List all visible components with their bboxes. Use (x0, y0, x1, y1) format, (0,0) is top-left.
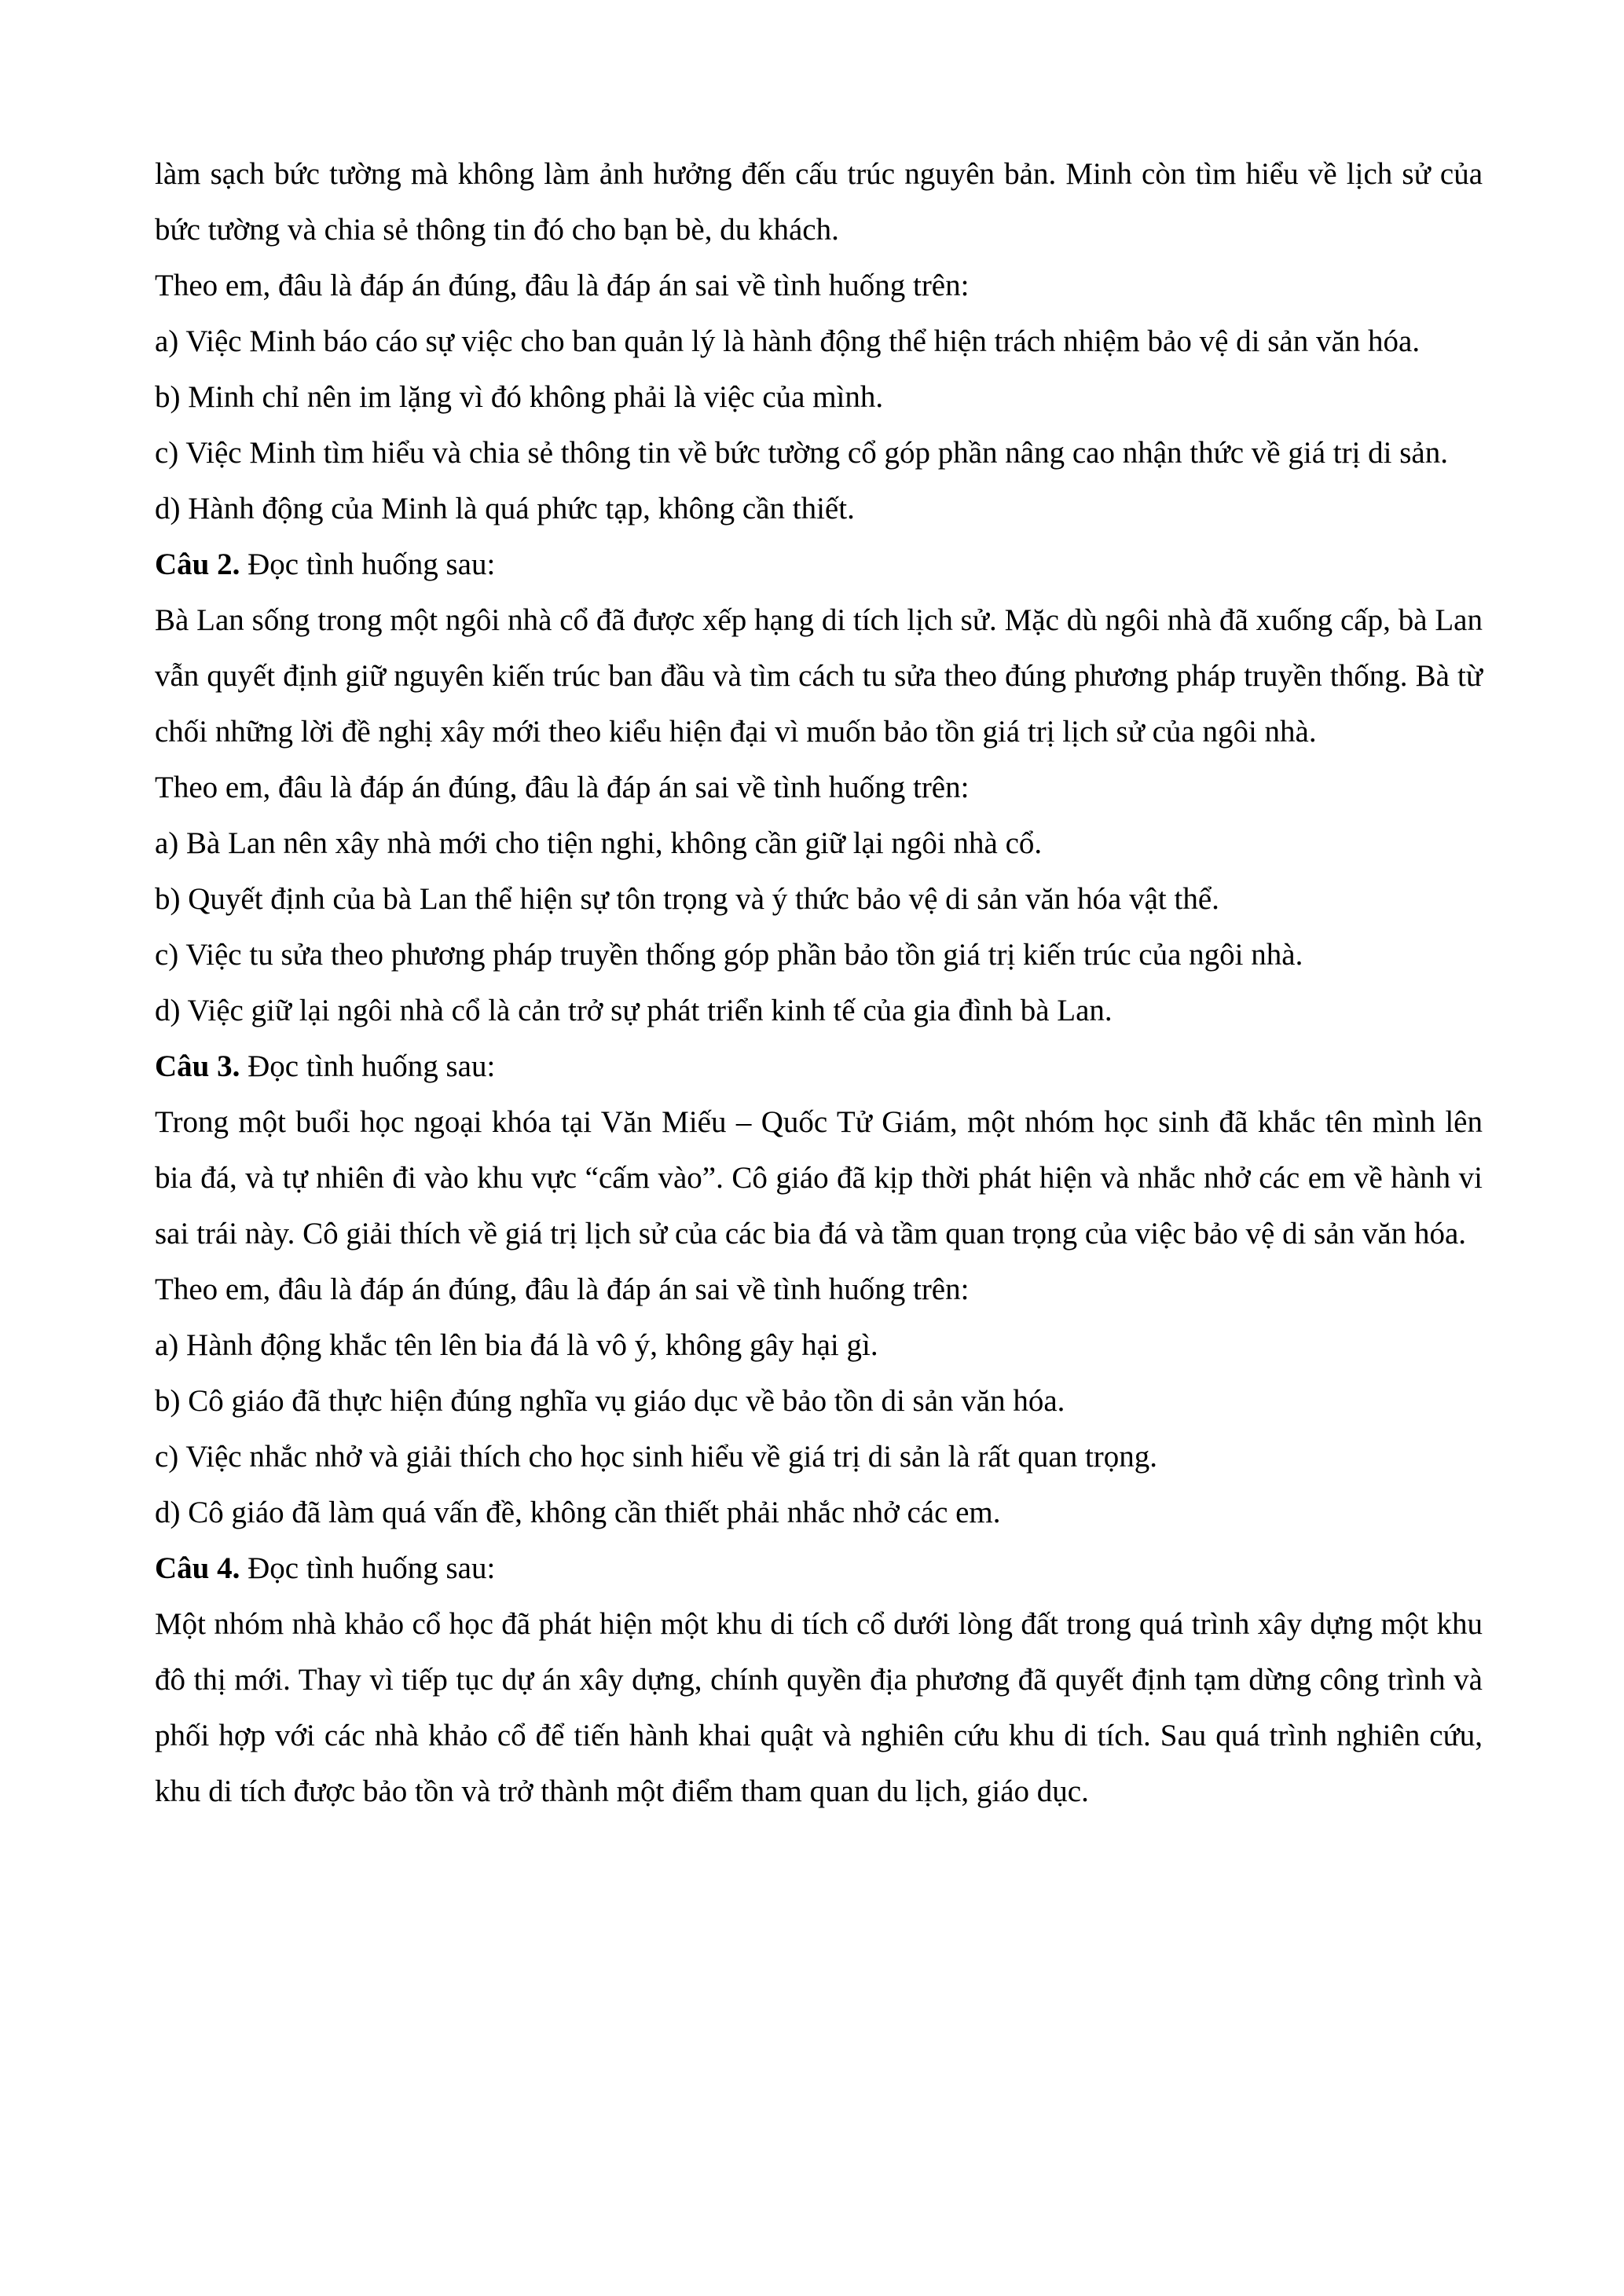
question-4-heading (155, 1540, 1483, 1596)
question-3-option-c: c) Việc nhắc nhở và giải thích cho học sinh hiểu về giá trị di sản là rất quan trọng. (155, 1440, 1158, 1474)
question-4-label: Câu 4. (155, 1551, 240, 1585)
question-2-prompt: Theo em, đâu là đáp án đúng, đâu là đáp án sai về tình huống trên: (155, 771, 970, 804)
intro-option-d: d) Hành động của Minh là quá phức tạp, không cần thiết. (155, 492, 855, 525)
question-4-heading-text: Đọc tình huống sau: (240, 1551, 496, 1585)
intro-option-b: b) Minh chỉ nên im lặng vì đó không phải là việc của mình. (155, 380, 884, 414)
question-3-option-b: b) Cô giáo đã thực hiện đúng nghĩa vụ giáo dục về bảo tồn di sản văn hóa. (155, 1384, 1065, 1418)
intro-prompt: Theo em, đâu là đáp án đúng, đâu là đáp án sai về tình huống trên: (155, 269, 970, 302)
intro-option-c: c) Việc Minh tìm hiểu và chia sẻ thông tin về bức tường cổ góp phần nâng cao nhận thức về giá trị di sản. (155, 436, 1448, 470)
question-3-option-a: a) Hành động khắc tên lên bia đá là vô ý, không gây hại gì. (155, 1328, 878, 1362)
question-2-label: Câu 2. (155, 547, 240, 581)
intro-scenario-continuation: làm sạch bức tường mà không làm ảnh hưởng đến cấu trúc nguyên bản. Minh còn tìm hiểu về lịch sử của bức tường và chia sẻ thông tin đó cho bạn bè, du khách. (155, 157, 1483, 247)
question-3-label: Câu 3. (155, 1049, 240, 1083)
question-3-scenario: Trong một buổi học ngoại khóa tại Văn Miếu – Quốc Tử Giám, một nhóm học sinh đã khắc tên mình lên bia đá, và tự nhiên đi vào khu vực “cấm vào”. Cô giáo đã kịp thời phát hiện và nhắc nhở các em về hành vi sai trái này. Cô giải thích về giá trị lịch sử của các bia đá và tầm quan trọng của việc bảo vệ di sản văn hóa. (155, 1105, 1483, 1251)
document-body (155, 146, 1483, 1819)
question-4-scenario: Một nhóm nhà khảo cổ học đã phát hiện một khu di tích cổ dưới lòng đất trong quá trình xây dựng một khu đô thị mới. Thay vì tiếp tục dự án xây dựng, chính quyền địa phương đã quyết định tạm dừng công trình và phối hợp với các nhà khảo cổ để tiến hành khai quật và nghiên cứu khu di tích. Sau quá trình nghiên cứu, khu di tích được bảo tồn và trở thành một điểm tham quan du lịch, giáo dục. (155, 1607, 1483, 1808)
intro-option-a: a) Việc Minh báo cáo sự việc cho ban quản lý là hành động thể hiện trách nhiệm bảo vệ di sản văn hóa. (155, 324, 1421, 358)
question-2-heading-text: Đọc tình huống sau: (240, 547, 496, 581)
question-2-option-c: c) Việc tu sửa theo phương pháp truyền thống góp phần bảo tồn giá trị kiến trúc của ngôi nhà. (155, 938, 1303, 972)
question-2-option-a: a) Bà Lan nên xây nhà mới cho tiện nghi, không cần giữ lại ngôi nhà cổ. (155, 826, 1043, 860)
question-3-option-d: d) Cô giáo đã làm quá vấn đề, không cần thiết phải nhắc nhở các em. (155, 1496, 1001, 1529)
question-3-heading (155, 1038, 1483, 1094)
question-2-option-d: d) Việc giữ lại ngôi nhà cổ là cản trở sự phát triển kinh tế của gia đình bà Lan. (155, 994, 1113, 1027)
question-3-heading-text: Đọc tình huống sau: (240, 1049, 496, 1083)
question-2-heading (155, 536, 1483, 592)
question-2-scenario: Bà Lan sống trong một ngôi nhà cổ đã được xếp hạng di tích lịch sử. Mặc dù ngôi nhà đã xuống cấp, bà Lan vẫn quyết định giữ nguyên kiến trúc ban đầu và tìm cách tu sửa theo đúng phương pháp truyền thống. Bà từ chối những lời đề nghị xây mới theo kiểu hiện đại vì muốn bảo tồn giá trị lịch sử của ngôi nhà. (155, 603, 1483, 749)
question-3-prompt: Theo em, đâu là đáp án đúng, đâu là đáp án sai về tình huống trên: (155, 1273, 970, 1306)
question-2-option-b: b) Quyết định của bà Lan thể hiện sự tôn trọng và ý thức bảo vệ di sản văn hóa vật thể. (155, 882, 1219, 916)
